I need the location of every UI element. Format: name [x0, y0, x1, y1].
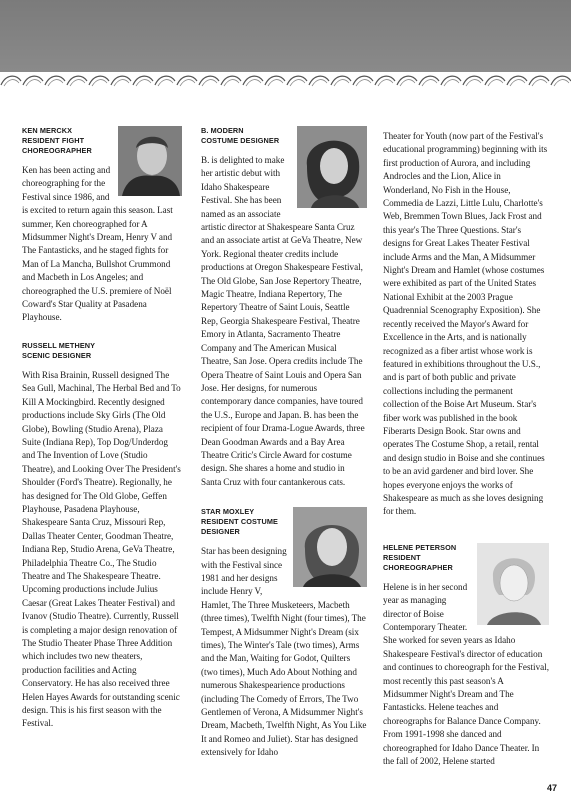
- role-helene-peterson: RESIDENT CHOREOGRAPHER: [383, 552, 453, 572]
- scroll-ornament-icon: [0, 72, 571, 88]
- decorative-scroll-border: [0, 72, 571, 88]
- portrait-ken-merckx: [118, 126, 182, 196]
- bio-text-star-moxley: Star has been designing with the Festival since 1981 and her designs include Henry V, Hamlet, The Three Musketeers, Macbeth (three times), Twelfth Night (four times), The Tempest, A Midsummer Night's Dream (six times), The Winter's Tale (two times), Arms and the Man, Waiting for Godot, Quilters (two times), Much Ado About Nothing and numerous Shakespearience productions (including The Comedy of Errors, The Two Gentlemen of Verona, A Midsummer Night's Dream, Macbeth, Twelfth Night, As You Like It and Romeo and Juliet). Star has designed extensively for Idaho: [201, 546, 367, 758]
- bio-text-star-moxley-continued: Theater for Youth (now part of the Festival's educational programming) beginning with its first production of Aurora, and including Androcles and the Lion, Alice in Wonderland, No Fish in the House, Commedia de Lazzi, Little Lulu, Charlotte's Web, Bremmen Town Blues, Jack Frost and this year's The Three Questions. Star's designs for Great Lakes Theater Festival include Arms and the Man, A Midsummer Night's Dream and Hamlet (whose costumes were exhibited as part of the United States National Exhibit at the 2003 Prague Quadrennial Scenography Exposition). She recently received the Mayor's Award for Excellence in the Arts, and is nationally recognized as a fiber artist whose work is featured in exhibitions throughout the U.S., and is part of both public and private collections including the permanent collection of the Boise Art Museum. Star's fiber work was published in the book Fiberarts Design Book. Star owns and operates The Costume Shop, a retail, rental and design studio in Boise and she continues to be an avid gardener and bird lover. She hopes everyone enjoys the works of Shakespeare as much as she loves designing for them.: [383, 131, 548, 517]
- role-ken-merckx: RESIDENT FIGHT CHOREOGRAPHER: [22, 136, 92, 155]
- role-star-moxley: RESIDENT COSTUME DESIGNER: [201, 517, 279, 537]
- column-2: [201, 126, 367, 760]
- portrait-b-modern: [297, 126, 367, 208]
- bio-text-russell-metheny: With Risa Brainin, Russell designed The Sea Gull, Machinal, The Herbal Bed and To Kill A Mockingbird. Recently designed productions include Sky Girls (The Old Globe), Bowling (Studio Arena), Plaza Suite (Indiana Rep), Top Dog/Underdog and The Invention of Love (Studio Theatre), and Looking Over The President's Shoulder (Ford's Theatre). Regionally, he has designed for The Old Globe, Geffen Playhouse, Pasadena Playhouse, Shakespeare Santa Cruz, Missouri Rep, Dallas Theater Center, Goodman Theatre, Indiana Rep, Studio Arena, GeVa Theatre, Philadelphia Theatre Co., The Studio Theatre and The Shakespeare Theatre. Upcoming productions include Julius Caesar (Great Lakes Theater Festival) and Ivanov (Studio Theatre). Currently, Russell is completing a major design renovation of The Studio Theater Phase Three Addition which includes two new theaters, production facilities and Acting Conservatory. He has also received three Helen Hayes Awards for outstanding scenic design. This is his first season with the Festival.: [22, 369, 181, 729]
- page-number: 47: [546, 783, 557, 793]
- bio-text-ken-merckx: Ken has been acting and choreographing for the Festival since 1986, and is excited to return again this season. Last summer, Ken choreographed for A Midsummer Night's Dream, Henry V and The Fantasticks, and he staged fights for Man of La Mancha, Bullshot Crummond and Macbeth in Los Angeles; and choreographed the U.S. premiere of Noël Coward's Star Quality at Pasadena Playhouse.: [22, 165, 173, 323]
- bio-russell-metheny: [22, 341, 182, 731]
- bio-text-helene-peterson: Helene is in her second year as managing director of Boise Contemporary Theater. She worked for seven years as Idaho Shakespeare Festival's director of education and continues to choreograph for the Festival, most recently this past season's A Midsummer Night's Dream and The Fantasticks. Helene teaches and choreographs for Balance Dance Company. From 1991-1998 she danced and choreographed for Idaho Dance Theater. In the fall of 2002, Helene started: [383, 581, 549, 767]
- header-banner: [0, 0, 571, 73]
- bio-helene-peterson: [383, 543, 549, 769]
- bio-text-b-modern: B. is delighted to make her artistic debut with Idaho Shakespeare Festival. She has been named as an associate artistic director at Shakespeare Santa Cruz and an associate artist at GeVa Theatre, New York. Regional theater credits include productions at Oregon Shakespeare Festival, The Old Globe, San Jose Repertory Theatre, Magic Theatre, Indiana Repertory, The Repertory Theatre of Saint Louis, Seattle Rep, Georgia Shakespeare Festival, Theatre Emory in Atlanta, Sacramento Theatre Company and The American Musical Theatre, San Jose. Opera credits include The Opera Theatre of Saint Louis and Opera San Jose. Her designs, for numerous contemporary dance companies, have toured the U.S., Europe and Japan. B. has been the recipient of four Drama-Logue Awards, three Dean Goodman Awards and a Bay Area Theatre Critic's Circle Award for costume design. She shares a home and studio in Santa Cruz with four cantankerous cats.: [201, 155, 365, 487]
- name-helene-peterson: HELENE PETERSON: [383, 542, 457, 552]
- bio-star-moxley: [201, 507, 367, 760]
- bio-b-modern: [201, 126, 367, 489]
- name-star-moxley: STAR MOXLEY: [201, 507, 255, 517]
- role-b-modern: COSTUME DESIGNER: [201, 136, 280, 145]
- column-3: [383, 130, 549, 768]
- portrait-star-moxley: [293, 507, 367, 587]
- name-ken-merckx: KEN MERCKX: [22, 126, 73, 135]
- column-1: [22, 126, 182, 731]
- role-russell-metheny: SCENIC DESIGNER: [22, 350, 92, 360]
- name-b-modern: B. MODERN: [201, 126, 244, 135]
- portrait-helene-peterson: [477, 543, 549, 625]
- name-russell-metheny: RUSSELL METHENY: [22, 340, 96, 350]
- bio-ken-merckx: [22, 126, 182, 325]
